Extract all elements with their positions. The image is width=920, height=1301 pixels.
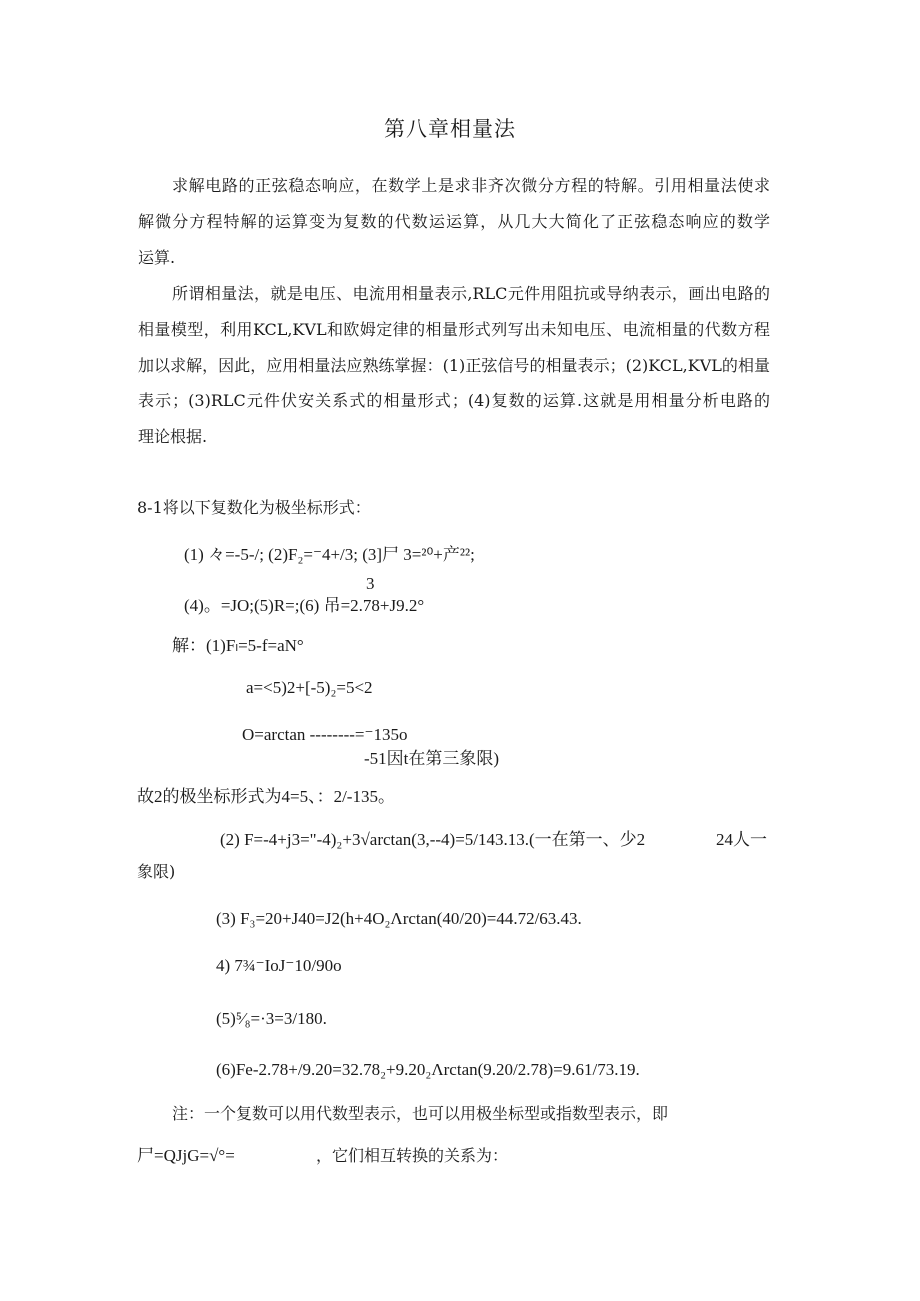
note-line-2-formula: 尸=QJjG=√°= [137,1146,235,1165]
problem-items-fraction: 3 [366,574,375,593]
intro-p2-line-4: 表示；(3)RLC元件伏安关系式的相量形式；(4)复数的运算.这就是用相量分析电路的 [138,391,770,410]
intro-p2-line-2: 相量模型，利用KCL,KVL和欧姆定律的相量形式列写出未知电压、电流相量的代数方程 [138,320,770,339]
solution-line-3: O=arctan --------=⁻135o [242,725,408,744]
intro-p1-line-2: 解微分方程特解的运算变为复数的代数运运算，从几大大简化了正弦稳态响应的数学 [138,212,770,231]
solution-line-9: (5)⁵⁄₈=·3=3/180. [216,1009,327,1028]
problem-heading: 8-1将以下复数化为极坐标形式： [137,498,371,517]
solution-line-8: 4) 7¾⁻IoJ⁻10/90o [216,956,342,975]
page-title: 第八章相量法 [384,117,516,141]
solution-line-5: 故2的极坐标形式为4=5、：2/-135。 [137,787,395,806]
intro-p2-line-1: 所谓相量法，就是电压、电流用相量表示,RLC元件用阻抗或导纳表示，画出电路的 [172,284,770,303]
intro-p1-line-3: 运算. [138,248,176,267]
solution-line-4: -51因t在第三象限) [364,749,500,768]
intro-p1-line-1: 求解电路的正弦稳态响应，在数学上是求非齐次微分方程的特解。引用相量法使求 [172,176,770,195]
intro-p2-line-5: 理论根据. [138,427,208,446]
solution-line-2: a=<5)2+[-5)₂=5<2 [246,678,373,697]
solution-line-1: 解：(1)Fₗ=5-f=aN° [172,636,304,655]
problem-items-line-2: (4)。=JO;(5)R=;(6) 吊=2.78+J9.2° [184,596,425,615]
solution-line-10: (6)Fe-2.78+/9.20=32.78₂+9.20₂Λrctan(9.20/2.78)=9.61/73.19. [216,1060,640,1079]
solution-line-7: (3) F₃=20+J40=J2(h+4O₂Λrctan(40/20)=44.72/63.43. [216,909,582,928]
note-line-1: 注：一个复数可以用代数型表示，也可以用极坐标型或指数型表示，即 [172,1104,669,1123]
solution-line-6-wrap: 象限) [137,862,176,881]
intro-p2-line-3: 加以求解，因此，应用相量法应熟练掌握：(1)正弦信号的相量表示；(2)KCL,KVL的相量 [138,356,770,375]
solution-line-6: (2) F=-4+j3="-4)₂+3√arctan(3,--4)=5/143.13.(一在第一、少2 [220,830,646,849]
note-line-2-text: ，它们相互转换的关系为： [316,1146,509,1165]
problem-items-line-1: (1) 々=-5-/; (2)F₂=⁻4+/3; (3]尸 3=²⁰+产²²; [184,545,475,564]
solution-line-6-tail: 24人一 [716,830,767,849]
